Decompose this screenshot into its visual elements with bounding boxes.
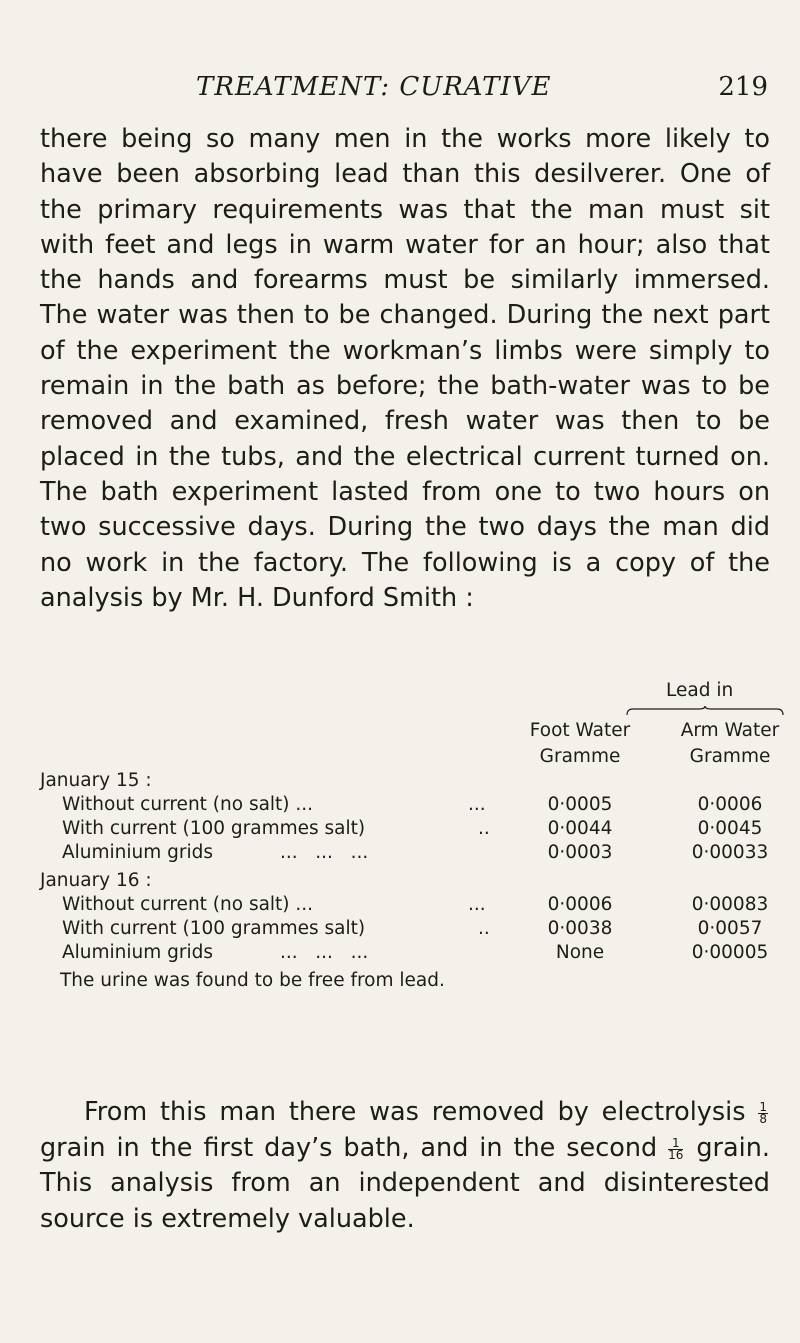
row-label: Without current (no salt) ...: [62, 894, 314, 915]
foot-water-value: 0·0038: [547, 918, 613, 939]
unit-row: [40, 746, 780, 769]
table-row: [40, 794, 780, 817]
body-paragraph: there being so many men in the works more likely to have been absorbing lead than this desilverer. One of the primary requirements was that the man must sit with feet and legs in warm water for an hour; also that the hands and forearms must be similarly immersed. The water was then to be changed. During the next part of the experiment the workman’s limbs were simply to remain in the bath as before; the bath-water was to be removed and examined, fresh water was then to be placed in the tubs, and the electrical current turned on. The bath experiment lasted from one to two hours on two successive days. During the two days the man did no work in the factory. The following is a copy of the analysis by Mr. H. Dunford Smith :: [40, 124, 770, 613]
page-number: 219: [718, 72, 768, 102]
closing-text-part3: grain. This analysis from an independent and disinterested source is extremely valuable.: [40, 1132, 771, 1234]
unit-arm-water: Gramme: [689, 746, 771, 767]
fraction-one-sixteenth: $\frac{1}{16}$: [668, 1135, 684, 1162]
table-row: [40, 818, 780, 841]
table-row: [40, 842, 780, 865]
closing-text-part1: From this man there was removed by electrolysis: [84, 1097, 746, 1127]
table-group-header-row: [40, 680, 780, 703]
arm-water-value: 0·00033: [691, 842, 769, 863]
row-label: Without current (no salt) ...: [62, 794, 314, 815]
group-header-lead-in: Lead in: [666, 680, 734, 701]
foot-water-value: 0·0005: [547, 794, 613, 815]
row-label: Aluminium grids: [62, 842, 214, 863]
section-date: January 16 :: [40, 870, 152, 891]
column-brace: [625, 706, 785, 716]
closing-paragraph: [40, 1095, 770, 1237]
foot-water-value: 0·0003: [547, 842, 613, 863]
table-note-row: [40, 970, 780, 993]
col-header-foot-water: Foot Water: [529, 720, 631, 741]
table-row: [40, 894, 780, 917]
closing-text-part2: grain in the first day’s bath, and in the second: [40, 1132, 658, 1163]
row-label: With current (100 grammes salt): [62, 918, 366, 939]
fraction-one-eighth: $\frac{1}{8}$: [759, 1100, 768, 1126]
arm-water-value: 0·00005: [691, 942, 769, 963]
arm-water-value: 0·0045: [697, 818, 763, 839]
col-header-arm-water: Arm Water: [680, 720, 780, 741]
table-note: The urine was found to be free from lead.: [60, 970, 445, 991]
row-leader: ...: [468, 794, 486, 815]
running-head: TREATMENT: CURATIVE: [196, 72, 552, 102]
row-leader: ...: [468, 894, 486, 915]
row-leader: ..: [478, 918, 490, 939]
row-label: With current (100 grammes salt): [62, 818, 366, 839]
foot-water-value: 0·0006: [547, 894, 613, 915]
row-leader: ..: [478, 818, 490, 839]
foot-water-value: 0·0044: [547, 818, 613, 839]
table-row: [40, 942, 780, 965]
page-header: [0, 72, 800, 112]
column-header-row: [40, 720, 780, 743]
row-leader: ... ... ...: [280, 842, 369, 863]
table-row: [40, 918, 780, 941]
section-date-row: [40, 770, 780, 793]
arm-water-value: 0·0006: [697, 794, 763, 815]
section-date-row: [40, 870, 780, 893]
foot-water-value: None: [555, 942, 605, 963]
unit-foot-water: Gramme: [539, 746, 621, 767]
row-label: Aluminium grids: [62, 942, 214, 963]
arm-water-value: 0·0057: [697, 918, 763, 939]
section-date: January 15 :: [40, 770, 152, 791]
row-leader: ... ... ...: [280, 942, 369, 963]
arm-water-value: 0·00083: [691, 894, 769, 915]
